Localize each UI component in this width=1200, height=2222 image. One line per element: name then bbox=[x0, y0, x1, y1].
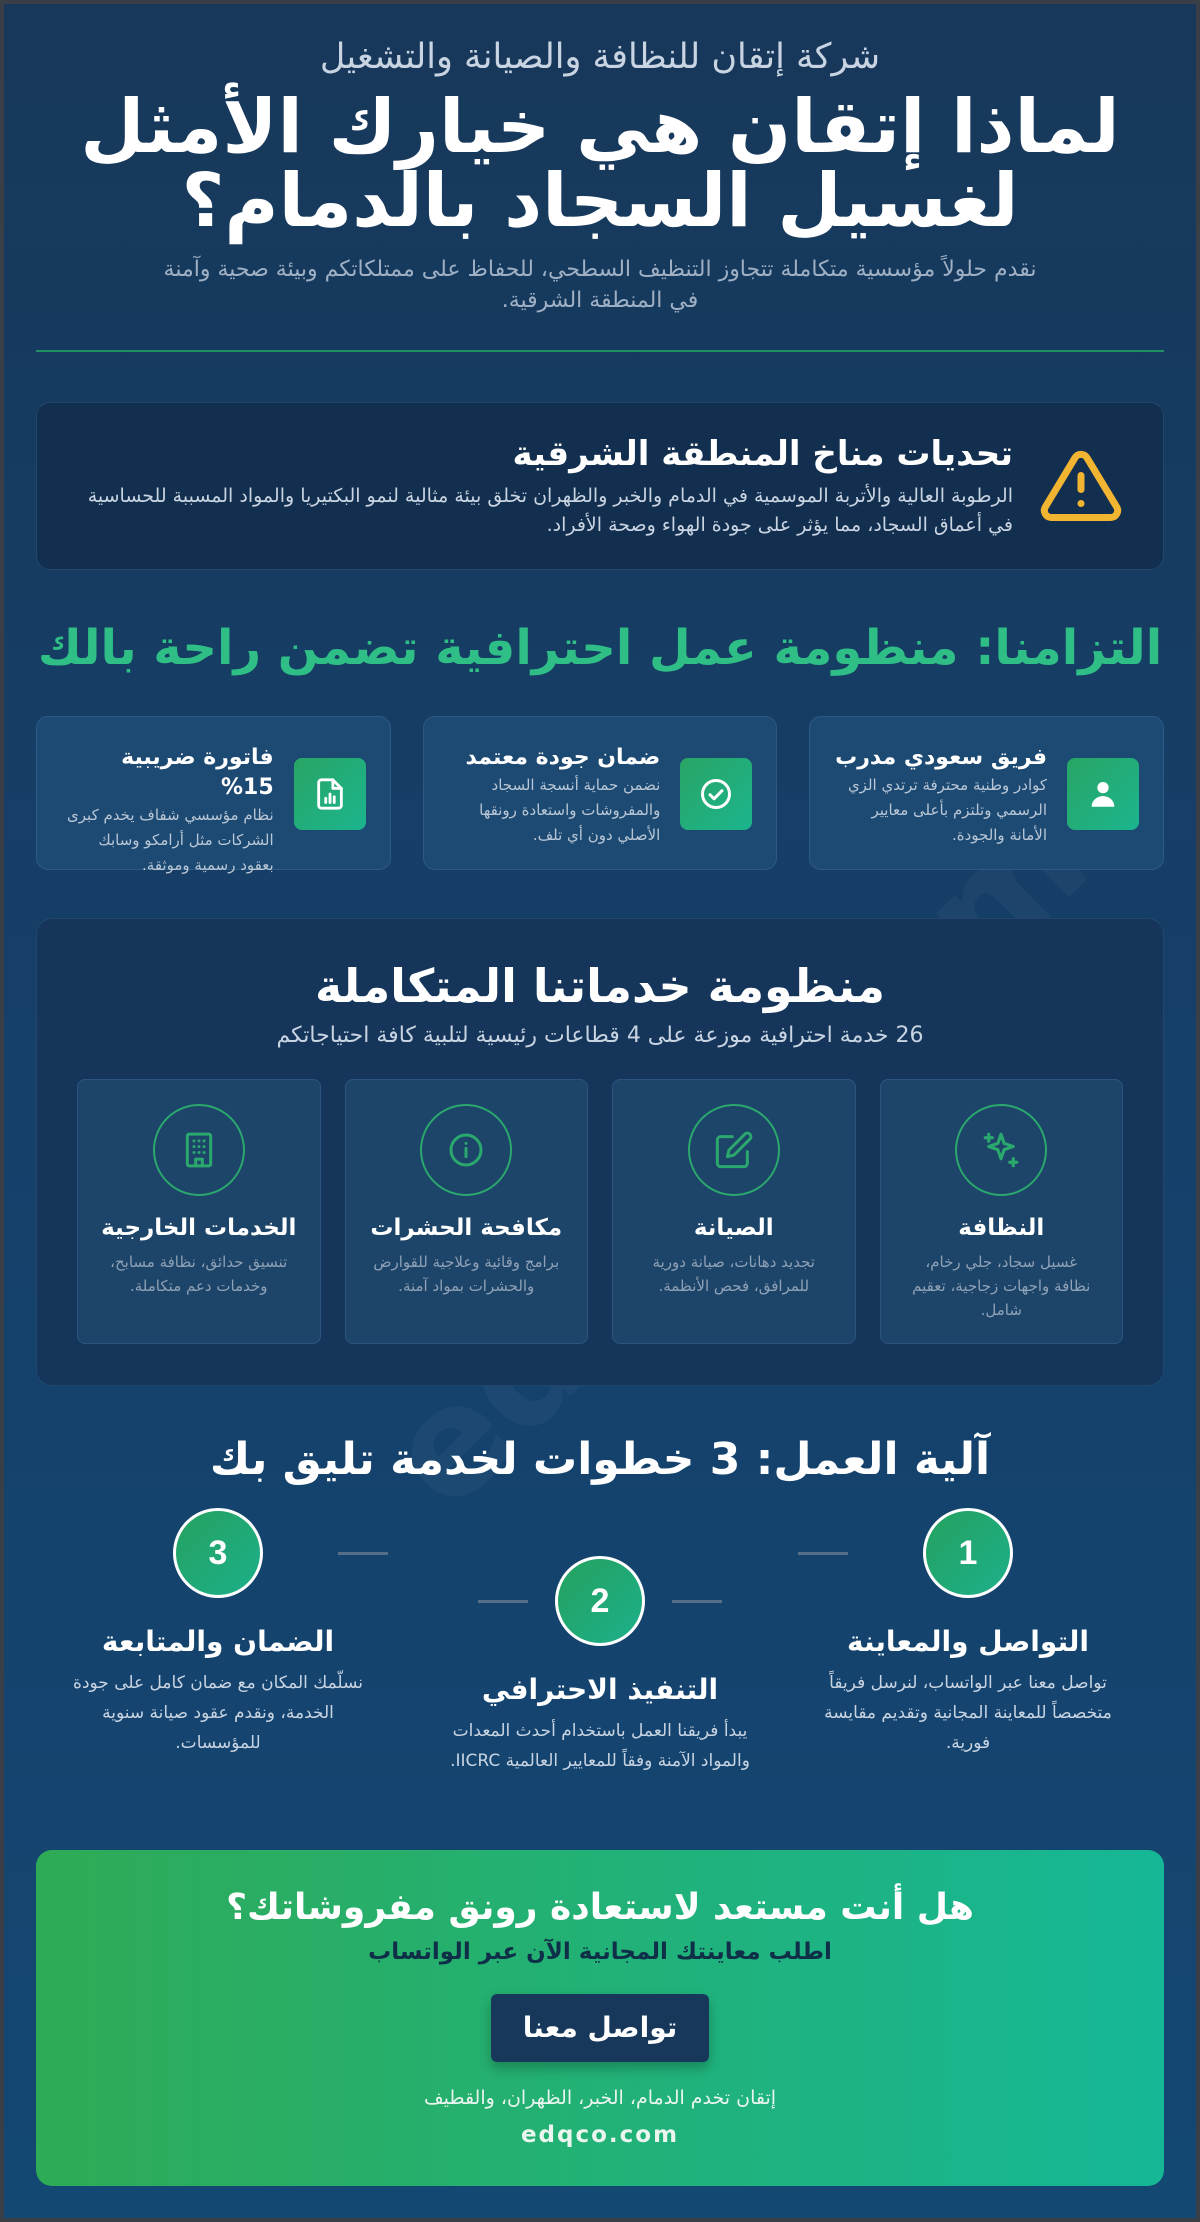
feature-text: كوادر وطنية محترفة ترتدي الزي الرسمي وتلتزم بأعلى معايير الأمانة والجودة. bbox=[847, 776, 1047, 844]
step-title: الضمان والمتابعة bbox=[101, 1625, 335, 1658]
services-subtitle: 26 خدمة احترافية موزعة على 4 قطاعات رئيسية لتلبية كافة احتياجاتكم bbox=[276, 1023, 924, 1048]
feature-card-team bbox=[809, 716, 1164, 870]
feature-text: نظام مؤسسي شفاف يخدم كبرى الشركات مثل أرامكو وسابك بعقود رسمية وموثقة. bbox=[67, 806, 274, 874]
step-number: 3 bbox=[173, 1508, 263, 1598]
step-connector bbox=[478, 1600, 528, 1603]
service-title: الصيانة bbox=[693, 1215, 774, 1241]
feature-icon-box bbox=[294, 758, 366, 830]
feature-title: فريق سعودي مدرب bbox=[835, 745, 1047, 770]
sparkles-icon bbox=[980, 1129, 1022, 1171]
company-name: شركة إتقان للنظافة والصيانة والتشغيل bbox=[319, 37, 881, 77]
cta-section bbox=[36, 1850, 1164, 2186]
service-title: مكافحة الحشرات bbox=[370, 1215, 563, 1241]
challenge-text: الرطوبة العالية والأتربة الموسمية في الدمام والخبر والظهران تخلق بيئة مثالية لنمو البكتيريا والمواد المسببة للحساسية في أعماق السجاد، مما يؤثر على جودة الهواء وصحة الأفراد. bbox=[87, 485, 1013, 536]
steps-row bbox=[36, 1508, 1164, 1808]
feature-title: ضمان جودة معتمد bbox=[465, 745, 661, 770]
features-row bbox=[36, 716, 1164, 874]
step-number: 1 bbox=[923, 1508, 1013, 1598]
service-title: النظافة bbox=[958, 1215, 1045, 1241]
service-title: الخدمات الخارجية bbox=[101, 1215, 297, 1241]
feature-icon-box bbox=[1067, 758, 1139, 830]
feature-card-invoice bbox=[36, 716, 391, 874]
services-title: منظومة خدماتنا المتكاملة bbox=[315, 959, 885, 1013]
service-icon-circle bbox=[955, 1104, 1047, 1196]
step-3 bbox=[48, 1508, 388, 1758]
warning-icon bbox=[1039, 444, 1123, 528]
page-header bbox=[36, 0, 1164, 316]
step-text: يبدأ فريقنا العمل باستخدام أحدث المعدات والمواد الآمنة وفقاً للمعايير العالمية IICRC. bbox=[450, 1721, 750, 1771]
page-subtitle: نقدم حلولاً مؤسسية متكاملة تتجاوز التنظيف السطحي، للحفاظ على ممتلكاتكم وبيئة صحية وآمنة في المنطقة الشرقية. bbox=[163, 257, 1037, 313]
user-icon bbox=[1086, 777, 1120, 811]
step-title: التنفيذ الاحترافي bbox=[481, 1673, 719, 1706]
website-link[interactable]: edqco.com bbox=[520, 2122, 680, 2148]
service-card-external bbox=[77, 1079, 321, 1344]
challenge-title: تحديات مناخ المنطقة الشرقية bbox=[512, 434, 1013, 474]
service-text: برامج وقائية وعلاجية للقوارض والحشرات بمواد آمنة. bbox=[373, 1253, 560, 1295]
service-icon-circle bbox=[420, 1104, 512, 1196]
step-text: نسلّمك المكان مع ضمان كامل على جودة الخدمة، ونقدم عقود صيانة سنوية للمؤسسات. bbox=[73, 1673, 363, 1753]
step-number: 2 bbox=[555, 1556, 645, 1646]
page-title: لماذا إتقان هي خيارك الأمثل لغسيل السجاد بالدمام؟ bbox=[80, 84, 1120, 244]
challenge-card bbox=[36, 402, 1164, 570]
info-icon bbox=[446, 1130, 486, 1170]
step-text: تواصل معنا عبر الواتساب، لنرسل فريقاً متخصصاً للمعاينة المجانية وتقديم مقايسة فورية. bbox=[824, 1673, 1112, 1753]
feature-title: فاتورة ضريبية 15% bbox=[121, 745, 274, 800]
service-card-cleaning bbox=[880, 1079, 1124, 1344]
services-section bbox=[36, 918, 1164, 1386]
feature-text: نضمن حماية أنسجة السجاد والمفروشات واستعادة رونقها الأصلي دون أي تلف. bbox=[479, 776, 661, 844]
step-connector bbox=[798, 1552, 848, 1555]
service-text: تنسيق حدائق، نظافة مسابح، وخدمات دعم متكاملة. bbox=[110, 1253, 288, 1295]
page-content bbox=[36, 0, 1164, 1808]
service-card-maintenance bbox=[612, 1079, 856, 1344]
service-text: تجديد دهانات، صيانة دورية للمرافق، فحص الأنظمة. bbox=[652, 1253, 815, 1295]
service-text: غسيل سجاد، جلي رخام، نظافة واجهات زجاجية، تعقيم شامل. bbox=[912, 1253, 1091, 1319]
header-divider bbox=[36, 350, 1164, 352]
step-connector bbox=[338, 1552, 388, 1555]
service-icon-circle bbox=[688, 1104, 780, 1196]
service-cities: إتقان تخدم الدمام، الخبر، الظهران، والقطيف bbox=[423, 2087, 777, 2109]
feature-icon-box bbox=[680, 758, 752, 830]
check-circle-icon bbox=[698, 776, 734, 812]
cta-title: هل أنت مستعد لاستعادة رونق مفروشاتك؟ bbox=[226, 1887, 974, 1928]
invoice-icon bbox=[313, 777, 347, 811]
step-connector bbox=[672, 1600, 722, 1603]
step-2 bbox=[430, 1556, 770, 1776]
feature-card-quality bbox=[423, 716, 778, 870]
cta-subtitle: اطلب معاينتك المجانية الآن عبر الواتساب bbox=[368, 1939, 832, 1965]
commitment-title: التزامنا: منظومة عمل احترافية تضمن راحة بالك bbox=[37, 620, 1163, 676]
service-icon-circle bbox=[153, 1104, 245, 1196]
steps-title: آلية العمل: 3 خطوات لخدمة تليق بك bbox=[209, 1434, 991, 1485]
step-1 bbox=[798, 1508, 1138, 1758]
step-title: التواصل والمعاينة bbox=[846, 1625, 1090, 1658]
contact-button[interactable]: تواصل معنا bbox=[491, 1994, 709, 2062]
service-card-pest-control bbox=[345, 1079, 589, 1344]
building-icon bbox=[179, 1130, 219, 1170]
services-row bbox=[77, 1079, 1123, 1344]
edit-icon bbox=[714, 1130, 754, 1170]
